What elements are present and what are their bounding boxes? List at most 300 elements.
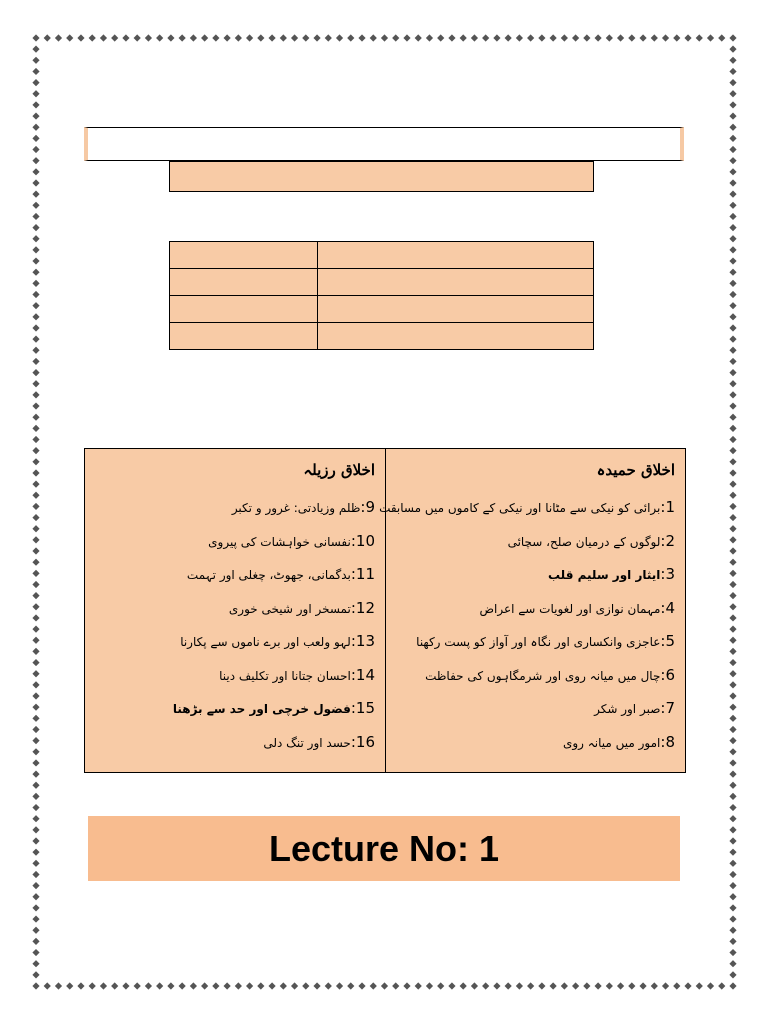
border-diamond [32,68,39,75]
border-diamond [448,982,455,989]
list-item [394,598,675,632]
border-diamond [32,112,39,119]
border-diamond [505,982,512,989]
border-diamond [729,280,736,287]
item-text: نفسانی خواہشات کی پیروی [208,534,351,549]
border-diamond [561,982,568,989]
item-text: لہو ولعب اور برے ناموں سے پکارنا [180,635,351,649]
border-diamond [729,915,736,922]
border-diamond [729,68,736,75]
border-diamond [729,681,736,688]
border-diamond [527,34,534,41]
border-diamond [729,191,736,198]
border-diamond [32,503,39,510]
border-diamond [729,815,736,822]
border-diamond [729,302,736,309]
item-number: 6: [660,665,675,684]
border-diamond [325,982,332,989]
border-diamond [729,759,736,766]
border-diamond [122,34,129,41]
border-diamond [729,559,736,566]
table-row [170,323,594,350]
border-diamond [729,436,736,443]
border-diamond [32,938,39,945]
border-diamond [32,681,39,688]
border-diamond [32,57,39,64]
border-diamond [493,34,500,41]
border-diamond [729,592,736,599]
item-text: لوگوں کے درمیان صلح، سچائی [507,534,661,549]
border-diamond [32,637,39,644]
border-diamond [302,34,309,41]
border-diamond [729,882,736,889]
border-diamond [32,514,39,521]
list-item [93,497,375,531]
border-diamond [729,402,736,409]
border-diamond [370,982,377,989]
border-diamond [729,458,736,465]
border-diamond [32,915,39,922]
border-diamond [684,34,691,41]
item-number: 12: [350,598,375,617]
table-cell [170,242,318,269]
border-diamond [561,34,568,41]
item-text: بدگمانی، جھوٹ، چغلی اور تہمت [186,568,351,582]
border-diamond [32,782,39,789]
border-diamond [32,447,39,454]
border-diamond [606,982,613,989]
border-diamond [729,626,736,633]
item-number: 16: [350,732,375,751]
border-diamond [729,246,736,253]
border-diamond [729,514,736,521]
border-diamond [134,34,141,41]
border-diamond [729,726,736,733]
border-diamond [44,982,51,989]
border-diamond [729,849,736,856]
border-diamond [606,34,613,41]
border-diamond [673,34,680,41]
border-diamond [437,34,444,41]
border-diamond [32,860,39,867]
border-diamond [628,982,635,989]
border-diamond [32,871,39,878]
item-number: 14: [350,665,375,684]
border-diamond [32,90,39,97]
border-diamond [729,826,736,833]
border-diamond [32,971,39,978]
border-diamond [32,826,39,833]
border-diamond [32,982,39,989]
border-diamond [32,614,39,621]
border-diamond [246,34,253,41]
table-row [170,296,594,323]
border-diamond [729,391,736,398]
border-diamond [89,982,96,989]
border-diamond [729,770,736,777]
border-diamond [415,34,422,41]
list-item [394,698,675,732]
border-diamond [32,715,39,722]
border-diamond [729,224,736,231]
border-diamond [145,982,152,989]
table-row [170,242,594,269]
border-diamond [482,34,489,41]
border-diamond [729,871,736,878]
border-diamond [224,34,231,41]
list-item [93,732,375,766]
border-diamond [516,982,523,989]
border-diamond [358,982,365,989]
border-diamond [32,692,39,699]
border-diamond [415,982,422,989]
border-diamond [729,179,736,186]
border-diamond [235,34,242,41]
border-diamond [729,369,736,376]
border-diamond [673,982,680,989]
border-diamond [32,124,39,131]
border-diamond [32,46,39,53]
border-diamond [729,525,736,532]
border-diamond [32,547,39,554]
vices-column [85,449,386,773]
border-diamond [280,982,287,989]
border-diamond [729,982,736,989]
border-diamond [392,34,399,41]
border-diamond [729,146,736,153]
border-diamond [729,90,736,97]
item-text: مہمان نوازی اور لغویات سے اعراض [479,601,661,616]
list-item [93,564,375,598]
border-diamond [32,235,39,242]
border-diamond [179,982,186,989]
border-diamond [729,782,736,789]
border-diamond [729,949,736,956]
border-diamond [729,313,736,320]
list-item [394,631,675,665]
border-diamond [729,157,736,164]
border-diamond [32,960,39,967]
border-diamond [729,637,736,644]
border-diamond [729,570,736,577]
list-item [93,698,375,732]
border-diamond [651,34,658,41]
border-diamond [32,402,39,409]
border-diamond [729,648,736,655]
border-diamond [291,34,298,41]
border-diamond [729,202,736,209]
border-diamond [224,982,231,989]
border-diamond [516,34,523,41]
border-diamond [729,793,736,800]
border-diamond [32,581,39,588]
border-diamond [246,982,253,989]
border-diamond [729,614,736,621]
border-diamond [55,982,62,989]
border-diamond [729,704,736,711]
table-cell [318,242,594,269]
item-text: ایثار اور سلیم قلب [547,568,661,582]
table-cell [318,323,594,350]
border-diamond [257,34,264,41]
border-diamond [190,34,197,41]
border-diamond [32,358,39,365]
border-diamond [325,34,332,41]
border-diamond [482,982,489,989]
border-diamond [32,481,39,488]
border-diamond [66,34,73,41]
item-number: 11: [350,565,375,583]
border-diamond [32,904,39,911]
border-diamond [583,34,590,41]
lecture-banner [88,816,680,881]
border-diamond [32,949,39,956]
border-diamond [460,34,467,41]
lecture-title: Lecture No: 1 [268,827,500,869]
border-diamond [77,982,84,989]
border-diamond [729,101,736,108]
border-diamond [729,168,736,175]
border-diamond [32,324,39,331]
list-item [379,497,675,531]
border-diamond [32,648,39,655]
border-diamond [381,34,388,41]
border-diamond [336,982,343,989]
border-diamond [268,34,275,41]
border-diamond [32,837,39,844]
item-text: حسد اور تنگ دلی [263,735,351,750]
border-diamond [392,982,399,989]
border-diamond [729,291,736,298]
item-text: امور میں میانہ روی [562,735,661,750]
border-diamond [729,358,736,365]
border-diamond [268,982,275,989]
border-diamond [347,34,354,41]
border-diamond [426,982,433,989]
border-diamond [32,179,39,186]
border-diamond [291,982,298,989]
border-diamond [212,982,219,989]
border-diamond [729,380,736,387]
border-diamond [32,536,39,543]
vices-list [93,497,375,765]
border-diamond [729,860,736,867]
border-diamond [729,904,736,911]
border-diamond [729,692,736,699]
border-diamond [32,269,39,276]
item-text: صبر اور شکر [594,702,661,716]
item-number: 10: [350,531,375,550]
border-diamond [426,34,433,41]
border-diamond [729,748,736,755]
list-item [93,665,375,699]
border-diamond [32,302,39,309]
border-diamond [32,893,39,900]
item-number: 15: [350,699,375,717]
item-number: 9: [360,498,375,516]
border-diamond [471,982,478,989]
ethics-table [84,448,686,773]
border-diamond [729,269,736,276]
border-diamond [448,34,455,41]
border-diamond [32,525,39,532]
border-diamond [280,34,287,41]
virtues-list [379,497,675,765]
border-diamond [32,191,39,198]
border-diamond [257,982,264,989]
border-diamond [550,34,557,41]
border-diamond [729,57,736,64]
item-number: 2: [660,531,675,550]
border-diamond [302,982,309,989]
border-diamond [729,960,736,967]
item-text: فضول خرچی اور حد سے بڑھنا [172,702,351,716]
border-diamond [729,235,736,242]
border-diamond [32,804,39,811]
border-diamond [550,982,557,989]
item-text: عاجزی وانکساری اور نگاہ اور آواز کو پست رکھنا [416,635,661,649]
item-text: ظلم وزیادتی: غرور و تکبر [231,501,361,515]
virtues-column [379,449,686,773]
item-text: برائی کو نیکی سے مٹانا اور نیکی کے کاموں میں مسابقت [379,501,661,515]
border-diamond [729,670,736,677]
border-diamond [729,971,736,978]
border-diamond [358,34,365,41]
border-diamond [32,570,39,577]
border-diamond [235,982,242,989]
border-diamond [201,34,208,41]
border-diamond [471,34,478,41]
border-diamond [729,425,736,432]
border-diamond [32,157,39,164]
border-diamond [32,101,39,108]
border-diamond [313,982,320,989]
border-diamond [167,982,174,989]
border-diamond [594,982,601,989]
border-diamond [134,982,141,989]
border-diamond [662,34,669,41]
border-diamond [729,737,736,744]
subtitle-bar [169,161,594,192]
border-diamond [32,492,39,499]
border-diamond [32,748,39,755]
border-diamond [111,982,118,989]
border-diamond [729,324,736,331]
border-diamond [729,414,736,421]
border-diamond [122,982,129,989]
border-diamond [729,213,736,220]
border-diamond [583,982,590,989]
border-diamond [651,982,658,989]
border-diamond [729,503,736,510]
border-diamond [32,313,39,320]
border-diamond [617,34,624,41]
border-diamond [729,79,736,86]
border-diamond [32,369,39,376]
border-diamond [493,982,500,989]
border-diamond [32,469,39,476]
border-diamond [32,770,39,777]
table-cell [318,296,594,323]
border-diamond [32,291,39,298]
item-number: 8: [660,732,675,751]
virtues-heading: اخلاق حمیدہ [596,461,675,479]
border-diamond [32,34,39,41]
border-diamond [729,481,736,488]
border-diamond [32,168,39,175]
border-diamond [729,804,736,811]
border-diamond [32,793,39,800]
list-item [93,631,375,665]
border-diamond [639,982,646,989]
border-diamond [313,34,320,41]
border-diamond [66,982,73,989]
border-diamond [32,391,39,398]
item-number: 1: [660,498,675,516]
border-diamond [729,469,736,476]
border-diamond [718,34,725,41]
border-diamond [32,280,39,287]
item-number: 4: [660,598,675,617]
border-diamond [32,336,39,343]
border-diamond [718,982,725,989]
border-diamond [538,34,545,41]
border-diamond [32,882,39,889]
border-diamond [156,982,163,989]
border-diamond [696,982,703,989]
border-diamond [729,46,736,53]
border-diamond [594,34,601,41]
border-diamond [662,982,669,989]
border-diamond [89,34,96,41]
border-diamond [32,458,39,465]
border-diamond [370,34,377,41]
border-diamond [32,146,39,153]
item-number: 5: [660,632,675,650]
border-diamond [100,982,107,989]
border-diamond [707,982,714,989]
list-item [93,598,375,632]
item-number: 13: [350,632,375,650]
border-diamond [145,34,152,41]
border-diamond [527,982,534,989]
border-diamond [201,982,208,989]
border-diamond [32,626,39,633]
border-diamond [32,726,39,733]
border-diamond [32,380,39,387]
border-diamond [729,536,736,543]
border-diamond [505,34,512,41]
border-diamond [32,559,39,566]
border-diamond [179,34,186,41]
title-bar [84,127,684,161]
border-diamond [32,213,39,220]
vices-heading: اخلاق رزیلہ [303,461,375,479]
border-diamond [347,982,354,989]
border-diamond [32,224,39,231]
border-diamond [707,34,714,41]
border-diamond [572,982,579,989]
border-diamond [696,34,703,41]
border-diamond [156,34,163,41]
border-diamond [729,135,736,142]
item-text: تمسخر اور شیخی خوری [228,601,351,616]
border-diamond [32,670,39,677]
border-diamond [32,436,39,443]
table-cell [170,296,318,323]
border-diamond [32,347,39,354]
info-table [169,241,594,350]
